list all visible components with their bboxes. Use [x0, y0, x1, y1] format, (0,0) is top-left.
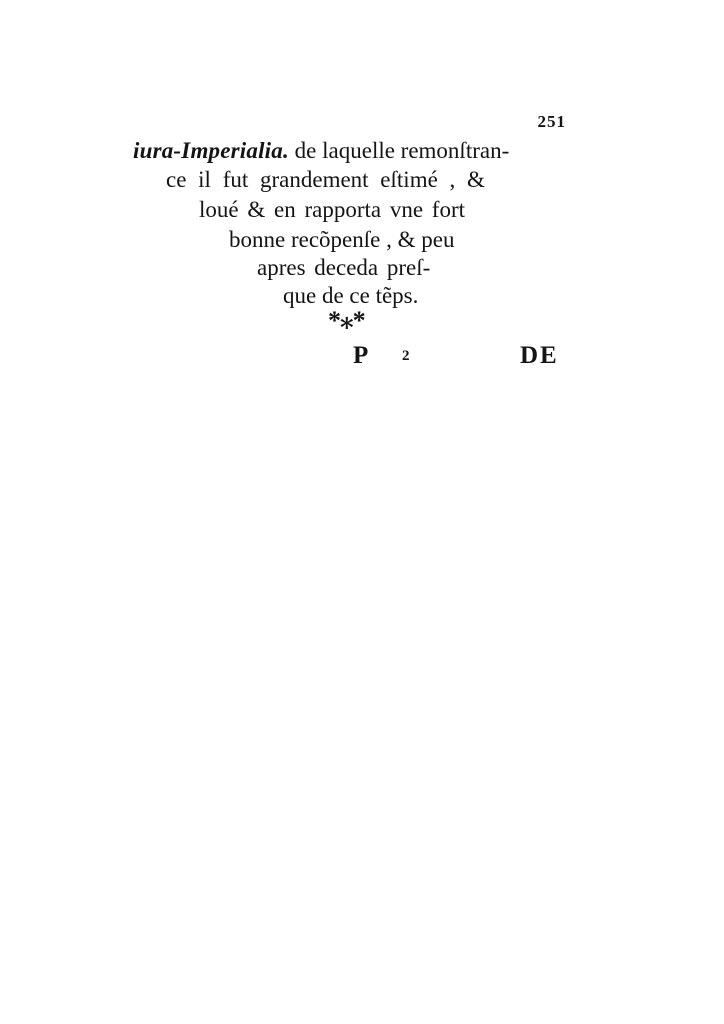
text-line-5: apres deceda preſ- [257, 255, 431, 280]
signature-mark-number: 2 [402, 348, 410, 364]
page-number: 251 [537, 112, 566, 131]
text-line-1-rest: de laquelle remonſtran- [288, 138, 510, 163]
asterism-ornament: *⁎* [328, 306, 365, 335]
blackletter-phrase: iura-Imperialia. [133, 138, 289, 163]
catchword: DE [520, 342, 559, 369]
text-line-2: ce il fut grandement eſtimé , & [166, 167, 485, 192]
text-line-6: que de ce tẽps. [283, 283, 419, 308]
signature-mark-letter: P [353, 342, 369, 369]
text-line-1 [133, 137, 509, 165]
text-line-3: loué & en rapporta vne fort [199, 197, 465, 222]
text-line-4: bonne recõpenſe , & peu [229, 227, 455, 252]
